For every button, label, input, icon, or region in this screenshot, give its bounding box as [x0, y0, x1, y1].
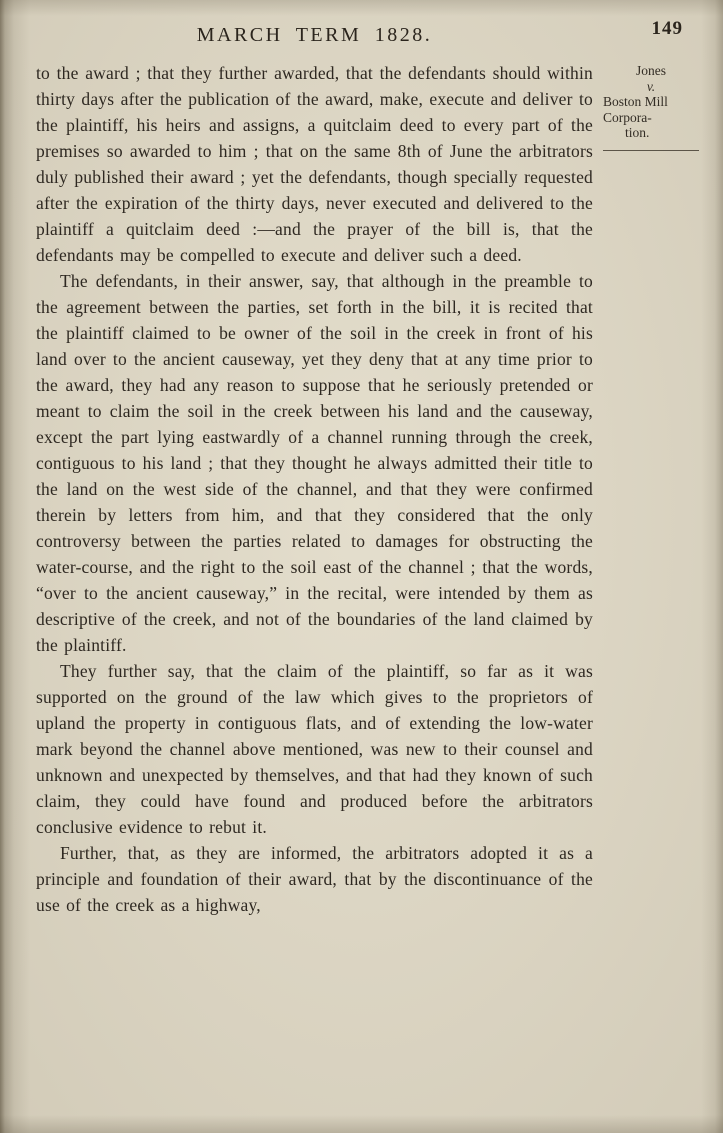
case-name-margin-note	[603, 63, 699, 151]
term-heading: MARCH TERM 1828.	[196, 24, 433, 46]
case-party-plaintiff: Jones	[636, 63, 666, 78]
paragraph-award-recital: to the award ; that they further awarded, that the defendants should within thirty days after the publication of the award, make, execute and deliver to the plaintiff, his heirs and assigns, a quitclaim deed to every part of the premises so awarded to him ; that on the same 8th of June the arbitrators duly published their award ; yet the defendants, though specially requested after the expiration of the thirty days, never executed and delivered to the plaintiff a quitclaim deed :—and the prayer of the bill is, that the defendants may be compelled to execute and deliver such a deed.	[36, 63, 593, 265]
case-party-defendant-line-1: Boston Mill	[603, 94, 668, 109]
page-number: 149	[651, 18, 683, 39]
paragraph-further-say: They further say, that the claim of the plaintiff, so far as it was supported on the ground of the law which gives to the proprietors of upland the property in contiguous flats, and of extending the low-water mark beyond the channel above mentioned, was new to their counsel and unknown and unexpected by themselves, and that had they known of such claim, they could have found and produced before the arbitrators conclusive evidence to rebut it.	[36, 661, 593, 837]
case-party-defendant-line-2: Corpora-	[603, 109, 652, 125]
margin-column	[603, 60, 699, 918]
margin-note-rule	[603, 150, 699, 151]
case-party-defendant-line-3: tion.	[625, 125, 650, 140]
case-versus: v.	[646, 78, 656, 94]
paragraph-defendants-answer: The defendants, in their answer, say, that although in the preamble to the agreement between the parties, set forth in the bill, it is recited that the plaintiff claimed to be owner of the soil in the creek in front of his land over to the ancient causeway, yet they deny that at any time prior to the award, they had any reason to suppose that he seriously pretended or meant to claim the soil in the creek between his land and the causeway, except the part lying eastwardly of a channel running through the creek, contiguous to his land ; that they thought he always admitted their title to the land on the west side of the channel, and that they were confirmed therein by letters from him, and that they considered that the only controversy between the parties related to damages for obstructing the water-course, and the right to the soil east of the channel ; that the words, “over to the ancient causeway,” in the recital, were intended by them as descriptive of the creek, and not of the boundaries of the land claimed by the plaintiff.	[36, 271, 593, 655]
page-content	[36, 60, 699, 918]
paragraph-arbitrators-principle: Further, that, as they are informed, the arbitrators adopted it as a principle and foundation of their award, that by the discontinuance of the use of the creek as a highway,	[36, 843, 593, 915]
opinion-body-text	[36, 60, 593, 918]
